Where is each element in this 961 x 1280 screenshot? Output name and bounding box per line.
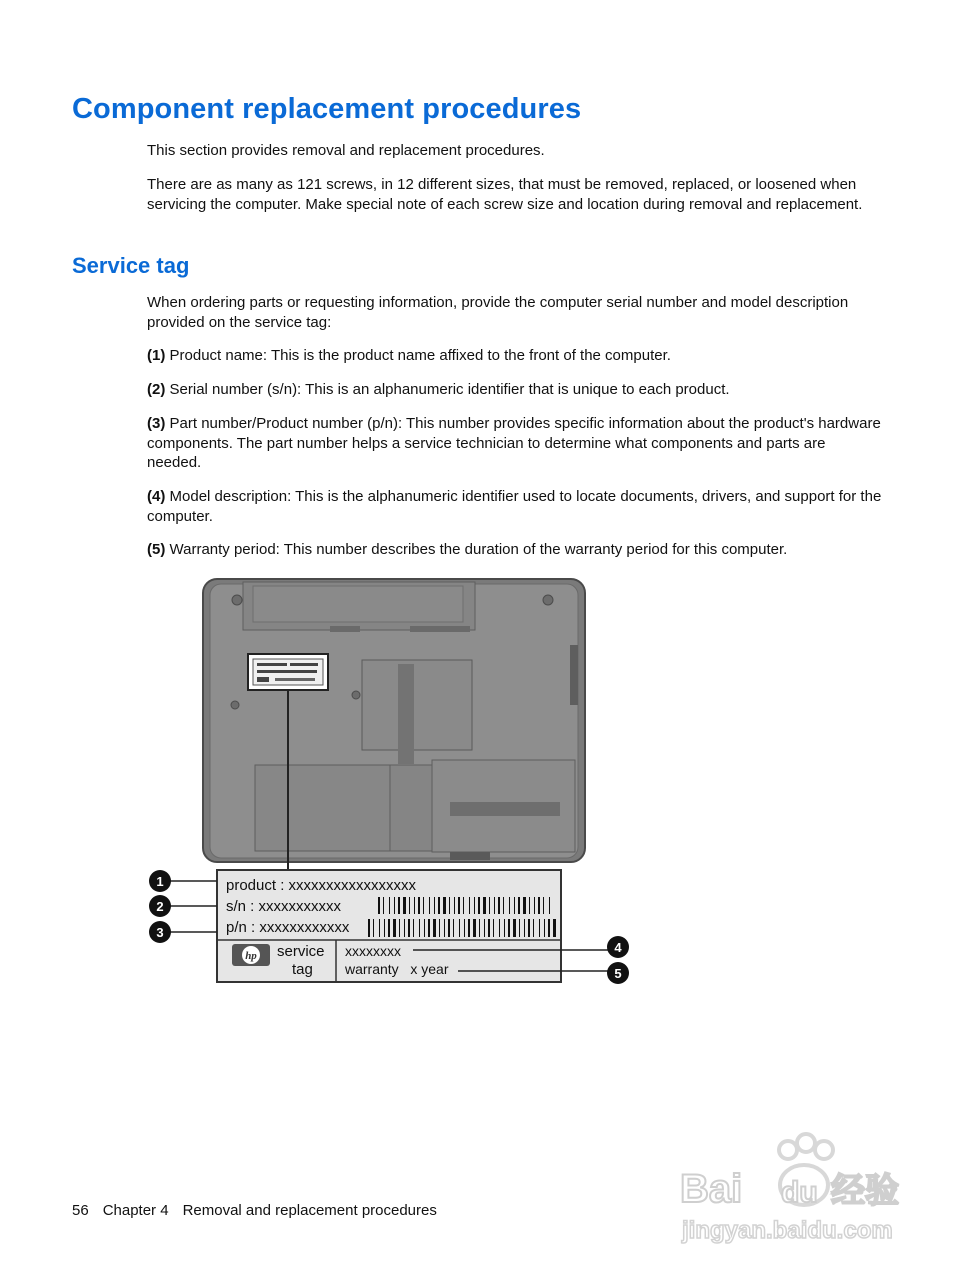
barcode-bar <box>389 897 390 914</box>
item-number: (2) <box>147 381 166 398</box>
watermark-brand-right: du <box>781 1176 818 1209</box>
barcode-bar <box>538 897 540 914</box>
barcode-bar <box>459 919 460 937</box>
barcode-bar <box>379 919 380 937</box>
barcode-bar <box>424 919 425 937</box>
svg-text:1: 1 <box>156 874 164 889</box>
chapter-title: Removal and replacement procedures <box>182 1202 437 1219</box>
barcode-bar <box>403 897 406 914</box>
barcode-sn <box>378 897 550 914</box>
barcode-bar <box>419 919 420 937</box>
barcode-bar <box>398 897 400 914</box>
barcode-bar <box>423 897 424 914</box>
watermark-url: jingyan.baidu.com <box>682 1217 893 1244</box>
barcode-bar <box>493 919 494 937</box>
baidu-watermark <box>676 1130 916 1250</box>
svg-text:5: 5 <box>614 966 622 981</box>
barcode-bar <box>528 919 530 937</box>
barcode-bar <box>373 919 374 937</box>
label-pn-text: p/n : xxxxxxxxxxxx <box>226 919 350 936</box>
page-footer <box>72 1202 451 1219</box>
chapter-label: Chapter 4 <box>102 1202 169 1219</box>
warranty-text: warranty x year <box>345 961 449 977</box>
barcode-bar <box>518 897 520 914</box>
model-text: xxxxxxxx <box>345 943 401 959</box>
watermark-chinese: 经验 <box>831 1171 899 1211</box>
callout-1 <box>149 870 171 892</box>
barcode-bar <box>434 897 435 914</box>
page-number: 56 <box>72 1202 89 1219</box>
barcode-bar <box>473 919 476 937</box>
barcode-bar <box>388 919 390 937</box>
label-product-text: product : xxxxxxxxxxxxxxxxx <box>226 877 417 894</box>
barcode-bar <box>498 897 500 914</box>
barcode-bar <box>469 897 470 914</box>
page-title: Component replacement procedures <box>72 93 582 125</box>
barcode-bar <box>408 919 410 937</box>
barcode-bar <box>468 919 470 937</box>
barcode-bar <box>433 919 436 937</box>
barcode-bar <box>409 897 410 914</box>
service-tag-intro: When ordering parts or requesting information, provide the computer serial number and model description provided on the service tag: <box>147 294 849 331</box>
barcode-bar <box>549 897 550 914</box>
service-word: service <box>277 943 325 960</box>
item-warranty-period <box>147 540 882 560</box>
item-serial-number <box>147 380 882 400</box>
item-product-name <box>147 346 882 366</box>
item-text: Warranty period: This number describes the duration of the warranty period for this computer. <box>169 541 788 558</box>
svg-text:4: 4 <box>614 940 622 955</box>
barcode-bar <box>399 919 400 937</box>
barcode-bar <box>448 919 450 937</box>
barcode-bar <box>478 897 480 914</box>
item-number: (3) <box>147 415 166 432</box>
label-sn-text: s/n : xxxxxxxxxxx <box>226 898 342 915</box>
barcode-bar <box>524 919 525 937</box>
barcode-bar <box>509 897 510 914</box>
barcode-bar <box>428 919 430 937</box>
barcode-bar <box>394 897 395 914</box>
barcode-bar <box>393 919 396 937</box>
item-text: Product name: This is the product name affixed to the front of the computer. <box>169 347 671 364</box>
barcode-bar <box>489 897 490 914</box>
intro-paragraph-1: This section provides removal and replacement procedures. <box>147 142 545 159</box>
item-part-number <box>147 414 882 473</box>
callout-3 <box>149 921 171 943</box>
barcode-bar <box>479 919 480 937</box>
barcode-bar <box>529 897 530 914</box>
barcode-bar <box>418 897 420 914</box>
barcode-bar <box>438 897 440 914</box>
barcode-bar <box>533 919 534 937</box>
barcode-bar <box>384 919 385 937</box>
barcode-bar <box>444 919 445 937</box>
svg-text:2: 2 <box>156 899 164 914</box>
barcode-bar <box>484 919 485 937</box>
hp-logo <box>232 944 270 966</box>
item-number: (4) <box>147 488 166 505</box>
barcode-bar <box>453 919 454 937</box>
barcode-bar <box>449 897 450 914</box>
svg-text:3: 3 <box>156 925 164 940</box>
barcode-bar <box>454 897 455 914</box>
item-model-description <box>147 487 882 526</box>
barcode-bar <box>378 897 380 914</box>
barcode-bar <box>519 919 520 937</box>
barcode-bar <box>494 897 495 914</box>
barcode-bar <box>443 897 446 914</box>
barcode-bar <box>413 919 414 937</box>
tag-word: tag <box>292 961 313 978</box>
barcode-bar <box>513 919 516 937</box>
callout-5 <box>607 962 629 984</box>
callout-4 <box>607 936 629 958</box>
item-number: (1) <box>147 347 166 364</box>
barcode-bar <box>523 897 526 914</box>
barcode-bar <box>463 897 464 914</box>
service-tag-label <box>217 870 561 982</box>
barcode-bar <box>483 897 486 914</box>
barcode-bar <box>404 919 405 937</box>
barcode-bar <box>458 897 460 914</box>
barcode-bar <box>553 919 556 937</box>
item-text: Part number/Product number (p/n): This number provides specific information about the product's hardware components. The part number helps a service technician to determine what components and parts are needed. <box>147 415 881 472</box>
service-tag-figure <box>140 570 640 990</box>
barcode-bar <box>539 919 540 937</box>
barcode-bar <box>499 919 500 937</box>
barcode-bar <box>543 897 544 914</box>
barcode-bar <box>503 897 504 914</box>
barcode-bar <box>439 919 440 937</box>
laptop-bottom-illustration <box>203 579 585 862</box>
item-text: Model description: This is the alphanumeric identifier used to locate documents, drivers, and support for the computer. <box>147 488 882 525</box>
barcode-bar <box>474 897 475 914</box>
item-number: (5) <box>147 541 166 558</box>
barcode-bar <box>383 897 384 914</box>
item-text: Serial number (s/n): This is an alphanumeric identifier that is unique to each product. <box>169 381 730 398</box>
barcode-bar <box>368 919 370 937</box>
barcode-bar <box>429 897 430 914</box>
barcode-bar <box>544 919 545 937</box>
barcode-bar <box>414 897 415 914</box>
barcode-bar <box>504 919 505 937</box>
callout-2 <box>149 895 171 917</box>
intro-paragraph-2: There are as many as 121 screws, in 12 different sizes, that must be removed, replaced, or loosened when servicing the computer. Make special note of each screw size and location during removal and replacement. <box>147 176 863 213</box>
barcode-bar <box>534 897 535 914</box>
barcode-bar <box>548 919 550 937</box>
section-title-service-tag: Service tag <box>72 253 190 278</box>
svg-text:hp: hp <box>245 950 257 962</box>
barcode-bar <box>464 919 465 937</box>
watermark-brand-left: Bai <box>680 1167 743 1211</box>
barcode-bar <box>508 919 510 937</box>
barcode-bar <box>514 897 515 914</box>
barcode-bar <box>488 919 490 937</box>
